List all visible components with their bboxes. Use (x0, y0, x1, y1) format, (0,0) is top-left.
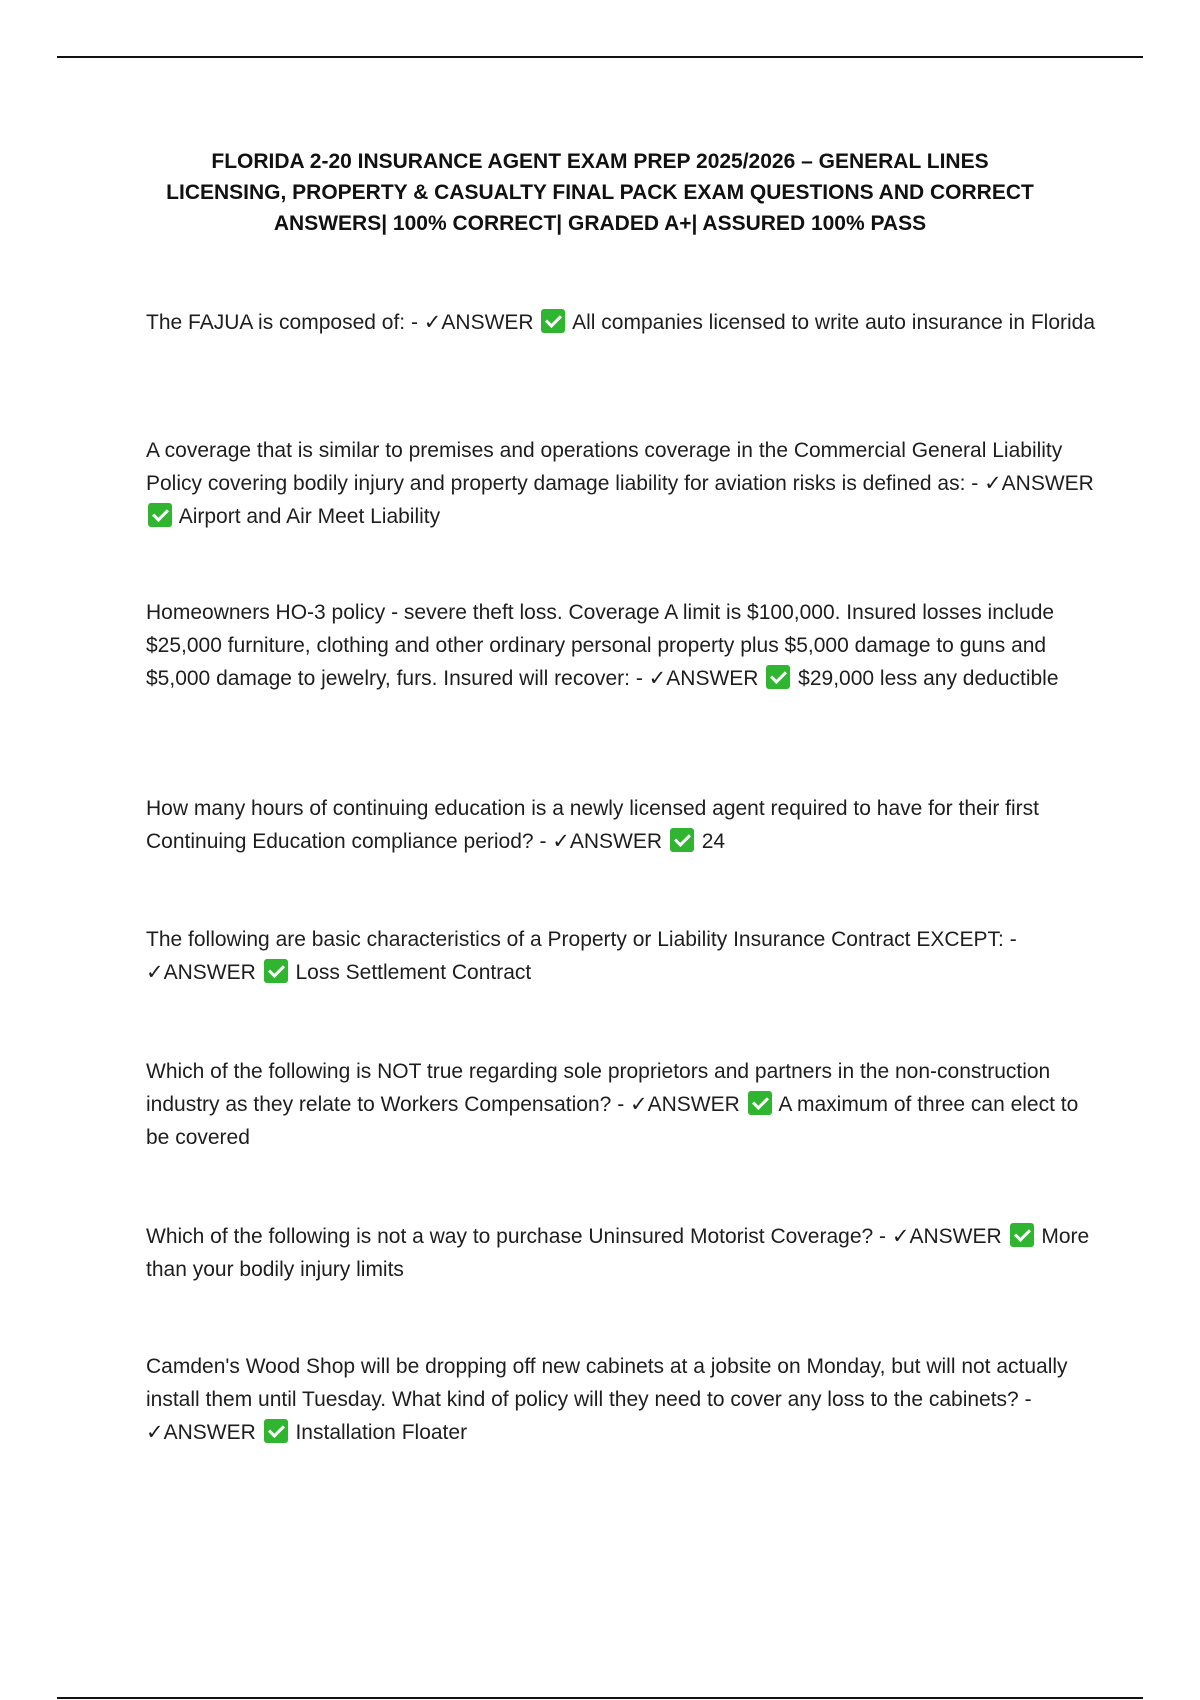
answer-marker: - ✓ANSWER (539, 830, 663, 853)
question-text: How many hours of continuing education is a newly licensed agent required to have for their first Continuing Education compliance period? (146, 797, 1039, 853)
qa-item (146, 1220, 1096, 1286)
answer-marker: - ✓ANSWER (146, 928, 1017, 984)
answer-text: All companies licensed to write auto insurance in Florida (572, 311, 1096, 334)
question-text: The FAJUA is composed of: (146, 311, 406, 334)
answer-text: A maximum of three can elect to be covered (146, 1093, 1079, 1149)
answer-text: More than your bodily injury limits (146, 1225, 1090, 1281)
question-text: Homeowners HO-3 policy - severe theft loss. Coverage A limit is $100,000. Insured losses include $25,000 furniture, clothing and other ordinary personal property plus $5,000 damage to guns and $5,000 damage to jewelry, furs. Insured will recover: (146, 601, 1055, 690)
question-text: Which of the following is not a way to purchase Uninsured Motorist Coverage? (146, 1225, 874, 1248)
answer-marker: - ✓ANSWER (879, 1225, 1002, 1248)
green-check-box-icon (670, 828, 694, 852)
qa-item (146, 792, 1096, 858)
answer-marker: - ✓ANSWER (617, 1093, 740, 1116)
green-check-box-icon (264, 1419, 288, 1443)
green-check-box-icon (541, 309, 565, 333)
green-check-box-icon (264, 959, 288, 983)
question-text: Camden's Wood Shop will be dropping off new cabinets at a jobsite on Monday, but will not actually install them until Tuesday. What kind of policy will they need to cover any loss to the cabinets? (146, 1355, 1068, 1411)
qa-item (146, 306, 1096, 339)
green-check-box-icon (148, 503, 172, 527)
qa-item (146, 1350, 1096, 1449)
green-check-box-icon (766, 665, 790, 689)
qa-item (146, 434, 1096, 533)
answer-marker: - ✓ANSWER (971, 472, 1094, 495)
footer-rule (57, 1697, 1143, 1699)
answer-text: Loss Settlement Contract (295, 961, 532, 984)
header-rule (57, 56, 1143, 58)
question-text: The following are basic characteristics of a Property or Liability Insurance Contract EXCEPT: (146, 928, 1004, 951)
answer-text: $29,000 less any deductible (798, 667, 1059, 690)
question-text: A coverage that is similar to premises and operations coverage in the Commercial General Liability Policy covering bodily injury and property damage liability for aviation risks is defined as: (146, 439, 1063, 495)
answer-text: 24 (701, 830, 726, 853)
green-check-box-icon (1010, 1223, 1034, 1247)
green-check-box-icon (748, 1091, 772, 1115)
answer-marker: - ✓ANSWER (635, 667, 759, 690)
answer-marker: - ✓ANSWER (146, 1388, 1032, 1444)
question-text: Which of the following is NOT true regarding sole proprietors and partners in the non-construction industry as they relate to Workers Compensation? (146, 1060, 1051, 1116)
qa-item (146, 1055, 1096, 1154)
answer-marker: - ✓ANSWER (410, 311, 534, 334)
answer-text: Airport and Air Meet Liability (178, 505, 441, 528)
qa-item (146, 923, 1096, 989)
qa-item (146, 596, 1096, 695)
answer-text: Installation Floater (295, 1421, 468, 1444)
document-title: FLORIDA 2-20 INSURANCE AGENT EXAM PREP 2025/2026 – GENERAL LINES LICENSING, PROPERTY & CASUALTY FINAL PACK EXAM QUESTIONS AND CORRECT ANSWERS| 100% CORRECT| GRADED A+| ASSURED 100% PASS (166, 150, 1034, 235)
